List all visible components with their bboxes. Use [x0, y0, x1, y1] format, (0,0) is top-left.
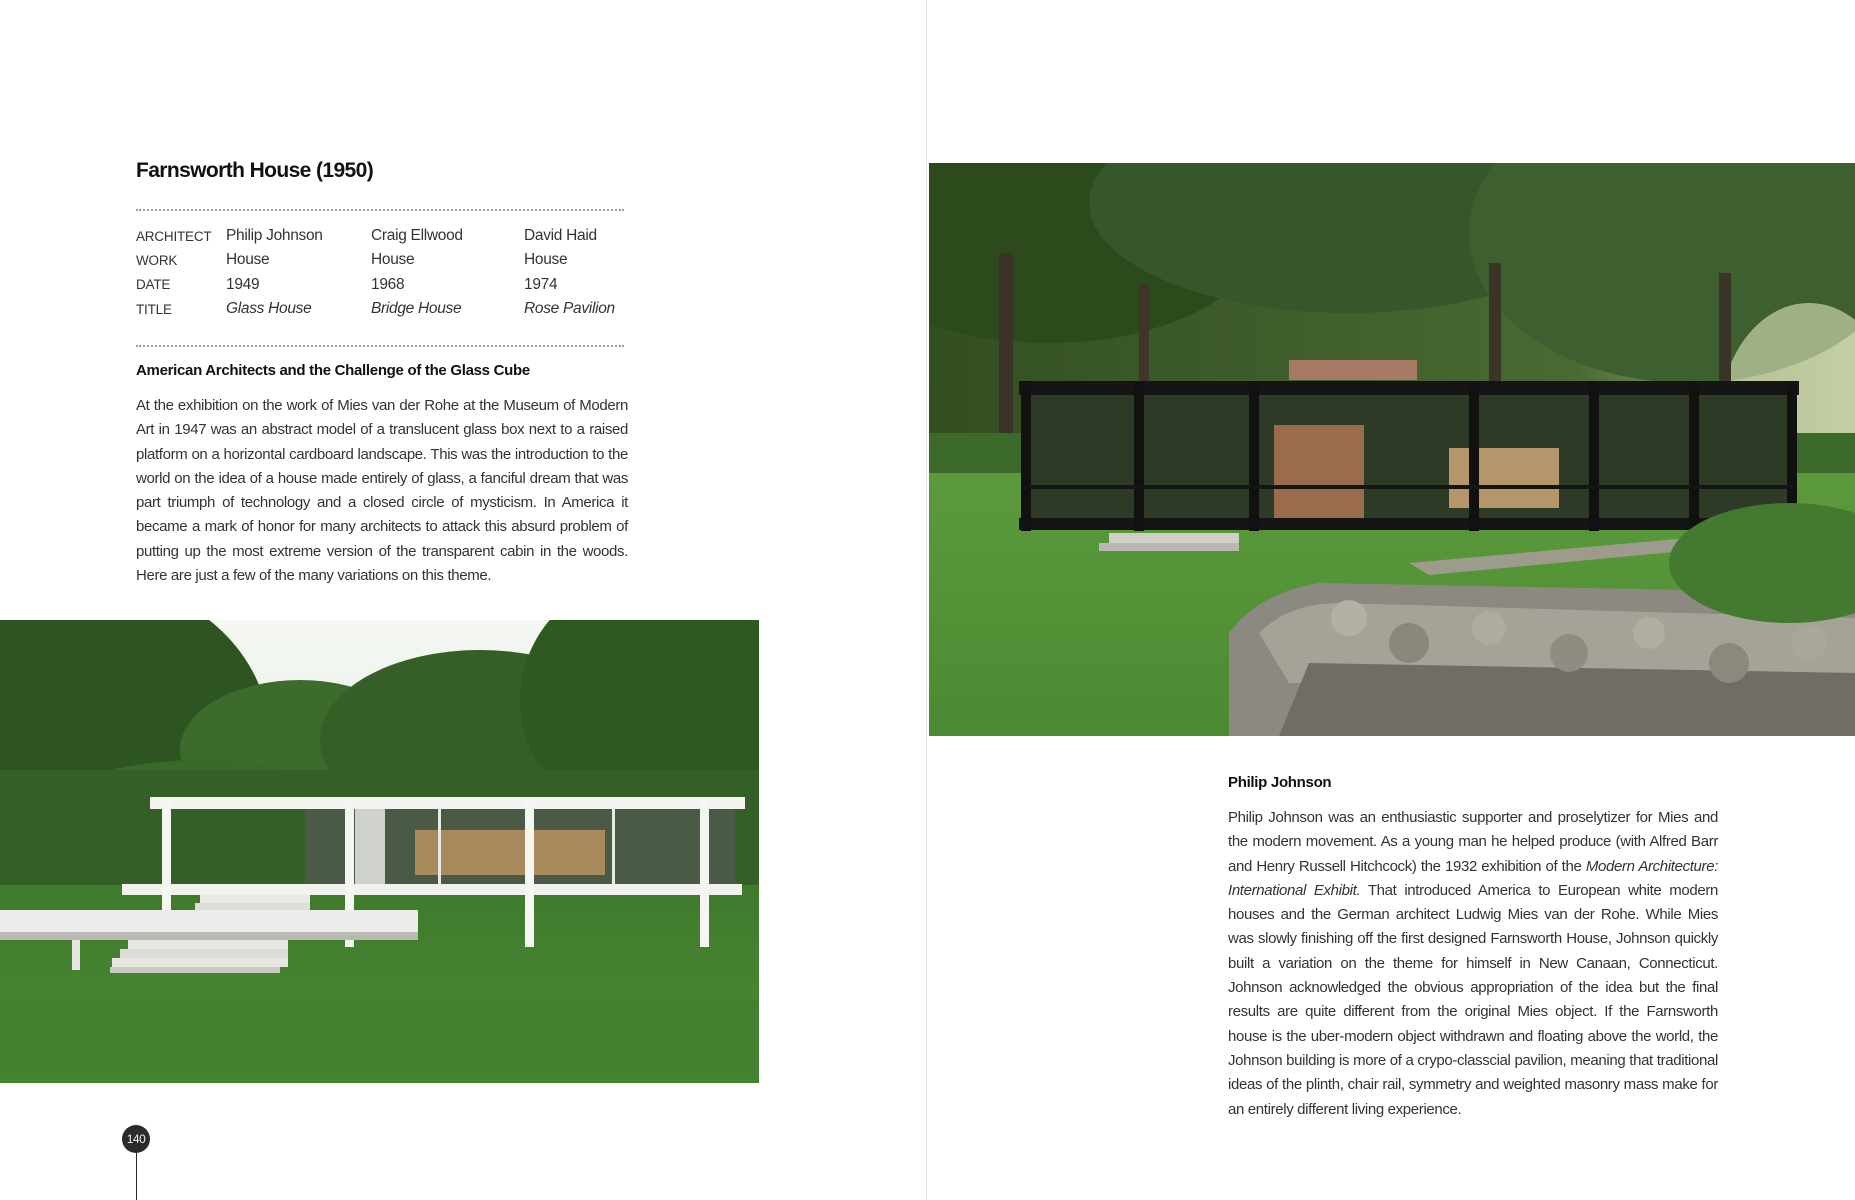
- spread-gutter: [926, 0, 927, 1200]
- dotted-rule-top: [136, 209, 624, 211]
- glass-house-photo: [929, 163, 1855, 736]
- body-paragraph-left: At the exhibition on the work of Mies van der Rohe at the Museum of Modern Art in 1947 was an abstract model of a translucent glass box next to a raised platform on a horizontal cardboard landscape. This was the introduction to the world on the idea of a house made entirely of glass, a fanciful dream that was part triumph of technology and a closed circle of mysticism. In America it became a mark of honor for many architects to attack this absurd problem of putting up the most extreme version of the transparent cabin in the woods. Here are just a few of the many variations on this theme.: [136, 397, 628, 585]
- table-cell: House: [371, 251, 415, 269]
- page-number-badge: 140: [122, 1125, 150, 1153]
- table-row-work: [136, 248, 636, 272]
- table-cell: 1974: [524, 275, 558, 293]
- table-cell: House: [524, 251, 568, 269]
- page-title: Farnsworth House (1950): [136, 159, 374, 182]
- section-heading-philip-johnson: Philip Johnson: [1228, 774, 1332, 791]
- table-row-architect: [136, 224, 636, 248]
- exhibit-title: Modern Architecture: International Exhibit.: [1228, 857, 1719, 899]
- farnsworth-house-photo: [0, 620, 759, 1083]
- body-text: Philip Johnson was an enthusiastic supporter and proselytizer for Mies and the modern movement. As a young man he helped produce (with Alfred Barr and Henry Russell Hitchcock) the 1932 exhibition of the: [1228, 809, 1718, 875]
- table-cell: Bridge House: [371, 300, 462, 318]
- architect-comparison-table: [136, 224, 636, 321]
- table-cell: David Haid: [524, 227, 597, 245]
- table-cell: Glass House: [226, 300, 312, 318]
- table-cell: House: [226, 251, 270, 269]
- table-cell: Craig Ellwood: [371, 227, 463, 245]
- table-row-title: [136, 297, 636, 321]
- table-cell: Philip Johnson: [226, 227, 323, 245]
- row-label: WORK: [136, 252, 178, 268]
- dotted-rule-bottom: [136, 345, 624, 347]
- row-label: DATE: [136, 277, 171, 293]
- row-label: ARCHITECT: [136, 228, 212, 244]
- table-cell: 1949: [226, 275, 260, 293]
- body-paragraph-right: [1228, 806, 1718, 1122]
- page-number-line: [136, 1153, 137, 1200]
- row-label: TITLE: [136, 301, 172, 317]
- table-cell: 1968: [371, 275, 405, 293]
- body-text: That introduced America to European white modern houses and the German architect Ludwig Mies van der Rohe. While Mies was slowly finishing off the first designed Farnsworth House, Johnson quickly built a variation on the theme for himself in New Canaan, Connecticut. Johnson acknowledged the obvious appropriation of the idea but the final results are quite different from the original Mies object. If the Farnsworth house is the uber-modern object withdrawn and floating above the world, the Johnson building is more of a crypo-classcial pavilion, meaning that traditional ideas of the plinth, chair rail, symmetry and weighted masonry mass make for an entirely different living experience.: [1228, 881, 1718, 1118]
- section-subheading: American Architects and the Challenge of the Glass Cube: [136, 362, 530, 379]
- table-cell: Rose Pavilion: [524, 300, 615, 318]
- table-row-date: [136, 273, 636, 297]
